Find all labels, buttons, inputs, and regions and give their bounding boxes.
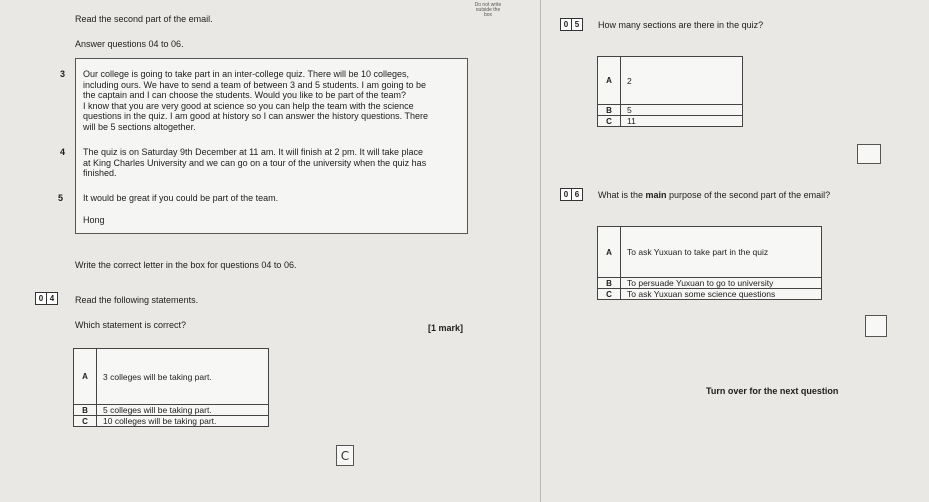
- option-text: 11: [621, 116, 743, 127]
- option-letter: A: [74, 349, 97, 405]
- option-text: 10 colleges will be taking part.: [97, 416, 269, 427]
- option-letter: C: [598, 289, 621, 300]
- option-text: 3 colleges will be taking part.: [97, 349, 269, 405]
- option-row: [74, 416, 269, 427]
- question-digit: 4: [46, 293, 57, 304]
- question-digit: 5: [571, 19, 582, 30]
- email-line: finished.: [83, 168, 117, 178]
- paragraph-number: 5: [58, 193, 64, 203]
- q06-question-part: What is the: [598, 190, 646, 200]
- option-letter: A: [598, 227, 621, 278]
- option-row: [598, 105, 743, 116]
- question-number-04: [35, 292, 58, 305]
- option-row: [598, 289, 822, 300]
- option-row: [598, 57, 743, 105]
- margin-note-line: Do not write: [474, 2, 502, 8]
- email-line: the captain and I can choose the students. Would you like to be part of the team?: [83, 90, 407, 100]
- question-digit: 6: [571, 189, 582, 200]
- paragraph-number: 4: [60, 147, 66, 157]
- option-row: [74, 349, 269, 405]
- q06-question: [598, 190, 830, 201]
- option-row: [598, 227, 822, 278]
- question-number-05: [560, 18, 583, 31]
- option-letter: B: [598, 278, 621, 289]
- q06-answer-box[interactable]: [865, 315, 887, 337]
- option-letter: C: [74, 416, 97, 427]
- option-text: 2: [621, 57, 743, 105]
- q04-answer-box[interactable]: [336, 445, 354, 466]
- q05-options-table: [597, 56, 743, 127]
- paragraph-number: 3: [60, 69, 66, 79]
- email-paragraph-5: It would be great if you could be part of the team.: [83, 193, 279, 203]
- q05-answer-box[interactable]: [857, 144, 881, 164]
- option-letter: A: [598, 57, 621, 105]
- q06-question-part: purpose of the second part of the email?: [666, 190, 831, 200]
- handwritten-answer: C: [340, 448, 350, 463]
- email-line: at King Charles University and we can go on a tour of the university when the quiz has: [83, 157, 427, 168]
- reading-instruction: Read the second part of the email.: [75, 14, 213, 24]
- q04-options-table: [73, 348, 269, 427]
- write-letter-instruction: Write the correct letter in the box for questions 04 to 06.: [75, 260, 297, 270]
- turn-over-note: Turn over for the next question: [706, 386, 839, 396]
- option-row: [598, 278, 822, 289]
- option-row: [74, 405, 269, 416]
- option-text: 5: [621, 105, 743, 116]
- mark-allocation: [1 mark]: [428, 323, 464, 333]
- q04-prompt: Read the following statements.: [75, 295, 199, 305]
- email-line: Our college is going to take part in an inter-college quiz. There will be 10 colleges,: [83, 69, 410, 79]
- option-text: To ask Yuxuan to take part in the quiz: [621, 227, 822, 278]
- question-digit: 0: [563, 190, 569, 199]
- answer-range-instruction: Answer questions 04 to 06.: [75, 39, 184, 49]
- option-text: 5 colleges will be taking part.: [97, 405, 269, 416]
- q06-options-table: [597, 226, 822, 300]
- margin-note-line: outside the: [475, 7, 501, 13]
- email-signature: Hong: [83, 215, 105, 225]
- option-letter: C: [598, 116, 621, 127]
- q04-question: Which statement is correct?: [75, 320, 187, 330]
- email-line: I know that you are very good at science so you can help the team with the science: [83, 100, 414, 111]
- option-letter: B: [598, 105, 621, 116]
- email-paragraph-3: [83, 69, 428, 132]
- q05-question: How many sections are there in the quiz?: [598, 20, 764, 30]
- email-line: including ours. We have to send a team of between 3 and 5 students. I am going to be: [83, 79, 427, 90]
- page-divider: [540, 0, 541, 502]
- question-digit: 0: [38, 294, 44, 303]
- question-number-06: [560, 188, 583, 201]
- option-text: To ask Yuxuan some science questions: [621, 289, 822, 300]
- email-line: questions in the quiz. I am good at history so I can answer the history questions. There: [83, 111, 429, 121]
- option-letter: B: [74, 405, 97, 416]
- q06-question-emphasis: main: [645, 190, 667, 200]
- margin-note-line: box: [483, 12, 493, 18]
- email-line: The quiz is on Saturday 9th December at 11 am. It will finish at 2 pm. It will take place: [83, 147, 423, 157]
- question-digit: 0: [563, 20, 569, 29]
- email-line: will be 5 sections altogether.: [83, 121, 196, 132]
- option-text: To persuade Yuxuan to go to university: [621, 278, 822, 289]
- email-paragraph-4: [83, 147, 426, 179]
- option-row: [598, 116, 743, 127]
- margin-note: [469, 3, 507, 18]
